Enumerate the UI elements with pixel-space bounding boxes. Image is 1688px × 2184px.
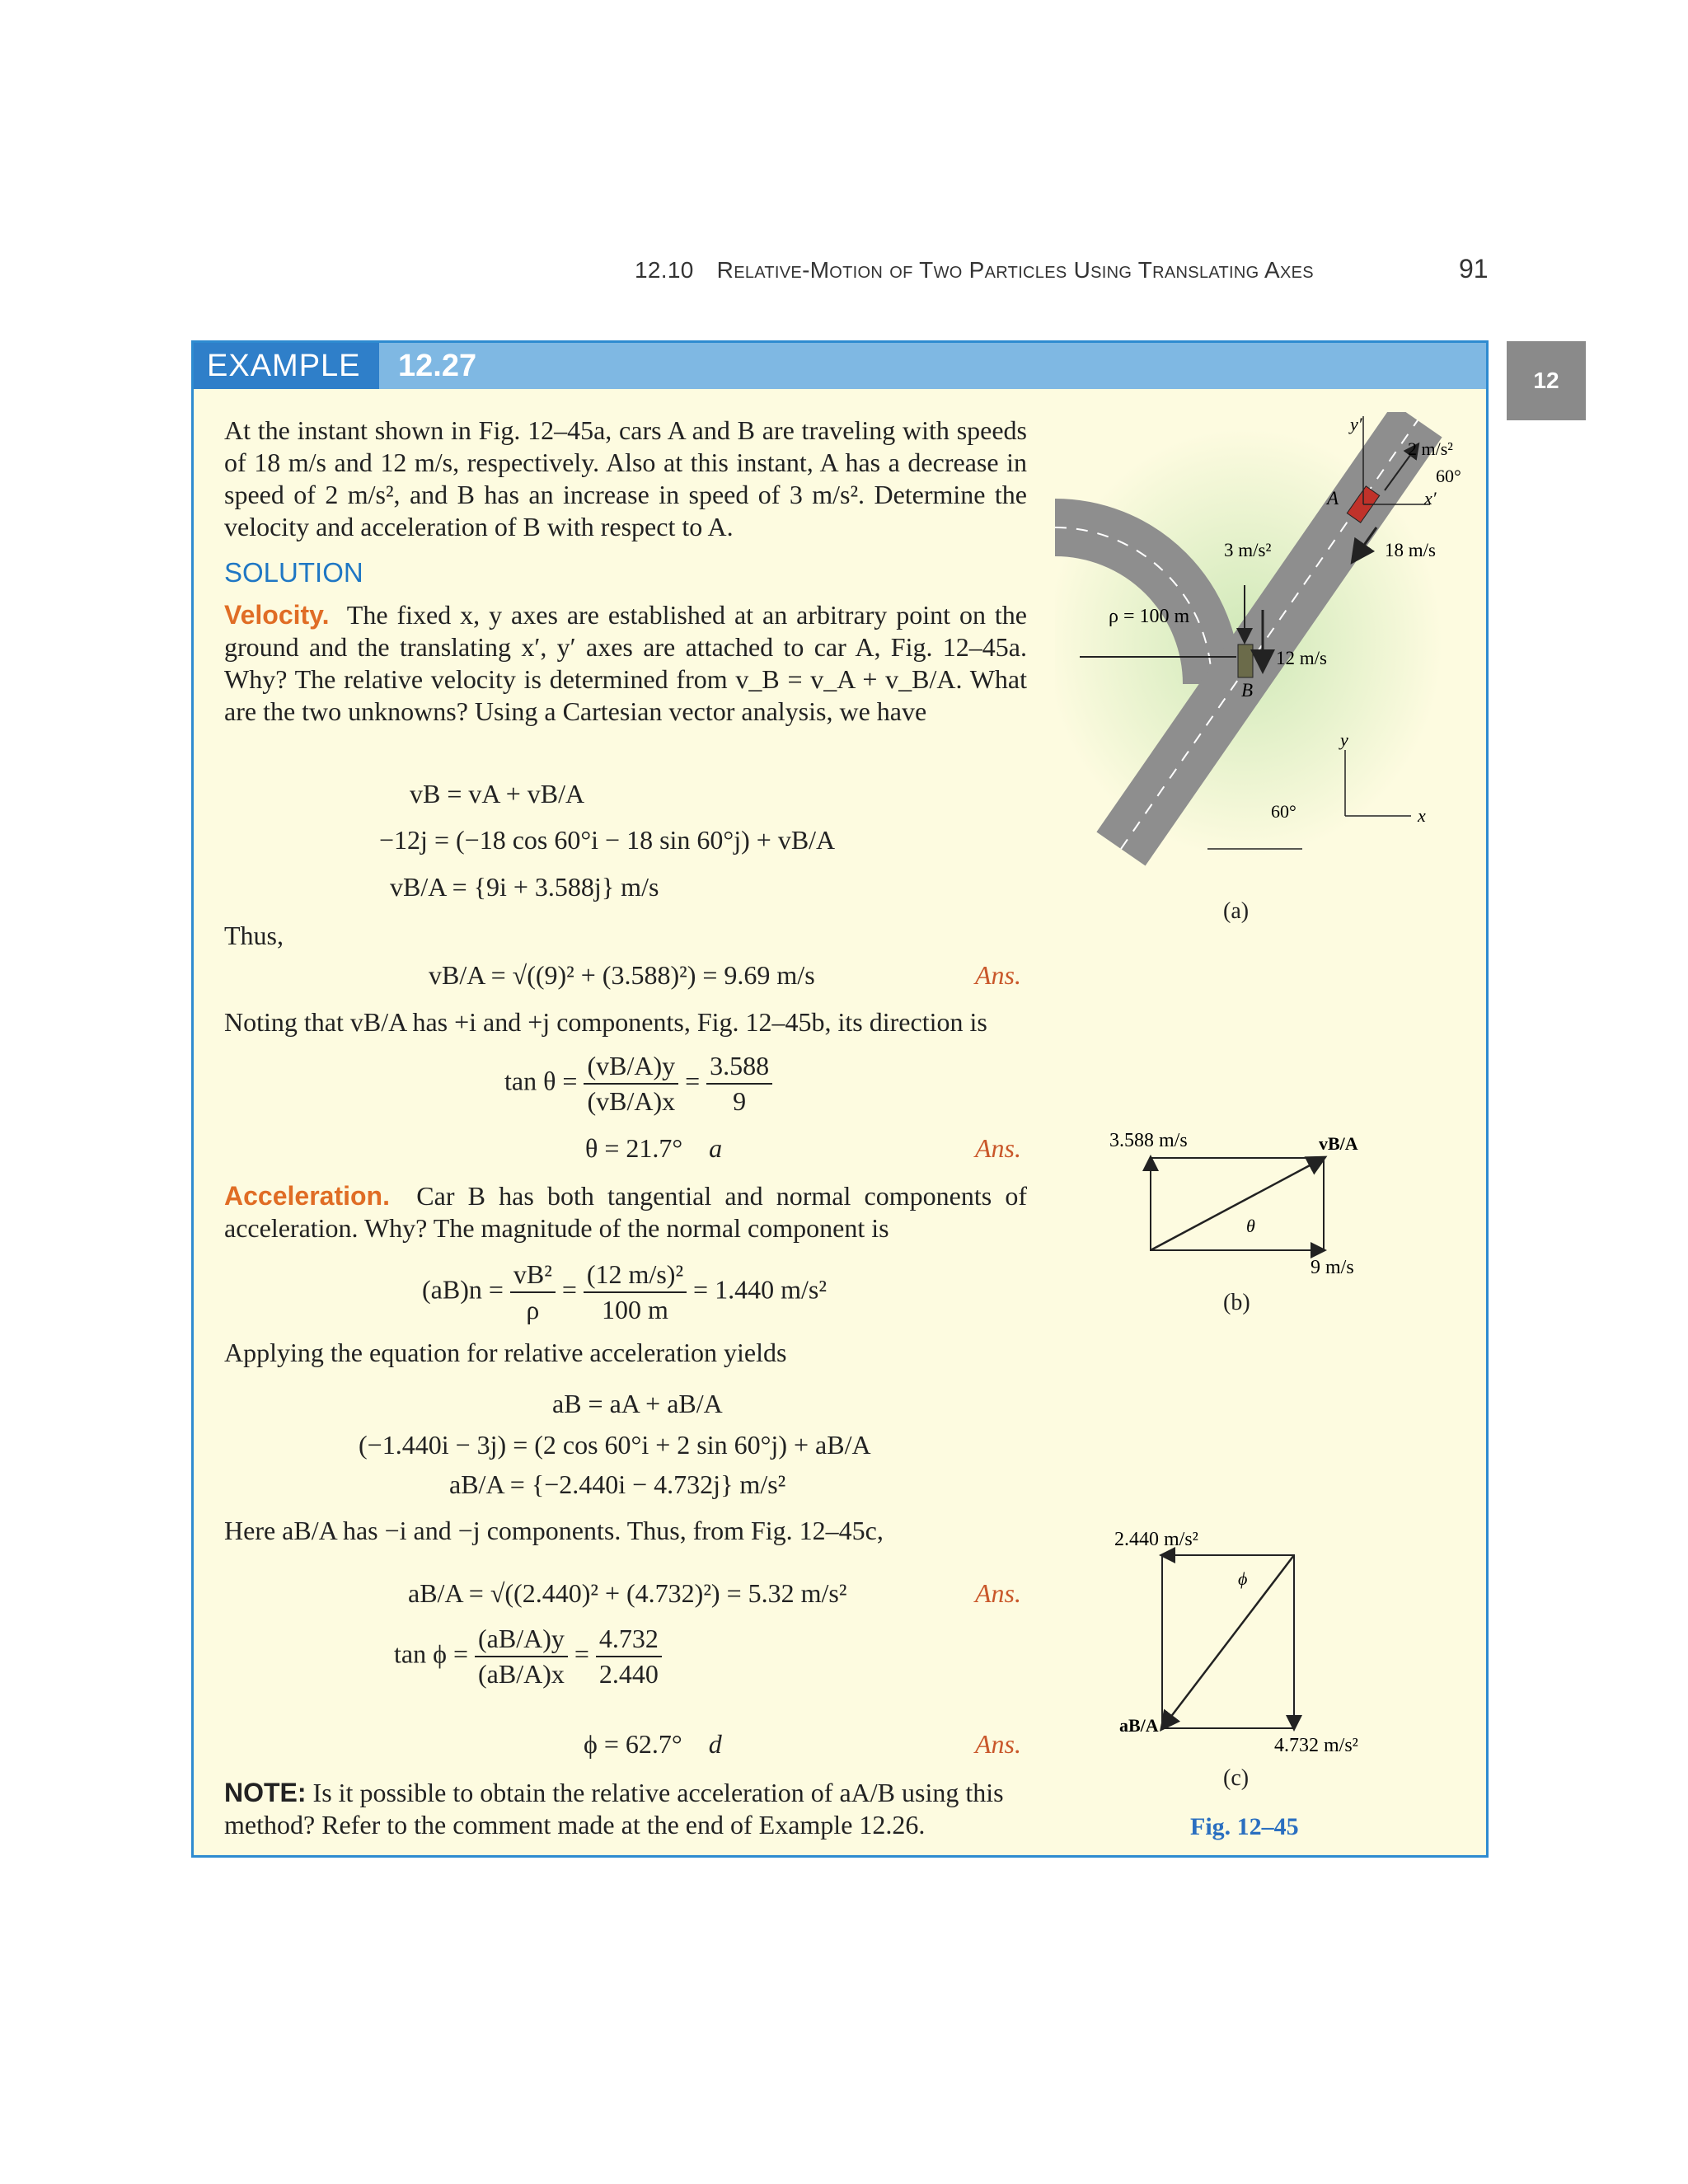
- velB-label: 12 m/s: [1276, 648, 1327, 668]
- frac-den: 9: [733, 1086, 747, 1116]
- noting-text: Noting that vB/A has +i and +j components, Fig. 12–45b, its direction is: [224, 1007, 987, 1037]
- tan-phi-lhs: tan ϕ =: [394, 1638, 468, 1669]
- fig-c-label: (c): [1223, 1765, 1250, 1791]
- xprime-label: x′: [1424, 488, 1437, 509]
- figure-caption: Fig. 12–45: [1190, 1813, 1299, 1840]
- note-paragraph: [224, 1777, 1040, 1841]
- accB-label: 3 m/s²: [1224, 540, 1272, 560]
- example-header: [194, 343, 1486, 389]
- figure-a: [1055, 412, 1492, 874]
- frac-num: (aB/A)y: [475, 1624, 568, 1657]
- answer-mark: Ans.: [975, 1133, 1021, 1163]
- fig-b-label: (b): [1223, 1290, 1250, 1315]
- chapter-tab: 12: [1507, 341, 1586, 420]
- an-frac2: [584, 1259, 687, 1325]
- velocity-eq1: vB = vA + vB/A: [410, 779, 585, 808]
- section-number: 12.10: [635, 257, 694, 283]
- accA-angle: 60°: [1436, 466, 1461, 486]
- frac-num: 3.588: [706, 1051, 772, 1085]
- page-number: 91: [1459, 254, 1489, 284]
- velocity-text: The fixed x, y axes are established at an arbitrary point on the ground and the translating x′, y′ axes are attached to car A, Fig. 12–45a. Why? The relative velocity is determined from v_B = v_A + v_B/A. What are the two unknowns? Using a Cartesian vector analysis, we have: [224, 600, 1028, 726]
- car-b: [1238, 644, 1253, 677]
- arel-label: aB/A: [1119, 1715, 1159, 1736]
- answer-mark: Ans.: [975, 960, 1021, 990]
- theta-result: [585, 1133, 722, 1164]
- here-text: Here aB/A has −i and −j components. Thus, from Fig. 12–45c,: [224, 1516, 884, 1545]
- answer-mark: Ans.: [975, 1578, 1021, 1608]
- normal-accel-eq: (aB)n = $\frac{\text{vB²}}{\rho}$ = $\frac{\text{(12 m/s)²}}{100 m}$ = 1.440 m/s²: [422, 1259, 827, 1324]
- velocity-magnitude-eq: vB/A = √((9)² + (3.588)²) = 9.69 m/s: [429, 960, 815, 990]
- vrel-label: vB/A: [1319, 1133, 1358, 1154]
- accA-label: 2 m/s²: [1408, 438, 1453, 459]
- figure-b: [1104, 1125, 1418, 1282]
- road-angle-label: 60°: [1271, 801, 1296, 822]
- velocity-runin: Velocity.: [224, 600, 330, 630]
- applying-text: Applying the equation for relative acceleration yields: [224, 1338, 787, 1367]
- acceleration-paragraph: [224, 1180, 1027, 1244]
- tan-phi-frac2: [596, 1624, 662, 1690]
- section-title: Relative-Motion of Two Particles Using Translating Axes: [716, 257, 1314, 283]
- tan-theta-frac1: [584, 1051, 678, 1117]
- theta-value: θ = 21.7°: [585, 1133, 683, 1163]
- frac-num: (12 m/s)²: [584, 1259, 687, 1293]
- note-text: Is it possible to obtain the relative acceleration of aA/B using this method? Refer to the comment made at the end of Example 12.26.: [224, 1778, 1004, 1840]
- vy-label: 3.588 m/s: [1109, 1130, 1188, 1151]
- x-label: x: [1418, 805, 1426, 826]
- velocity-eq2: −12j = (−18 cos 60°i − 18 sin 60°j) + vB/A: [379, 825, 836, 855]
- accel-magnitude-eq: aB/A = √((2.440)² + (4.732)²) = 5.32 m/s²: [408, 1578, 847, 1608]
- solution-heading: SOLUTION: [224, 557, 363, 588]
- phi-label: ϕ: [1238, 1568, 1248, 1589]
- answer-mark: Ans.: [975, 1729, 1021, 1759]
- acceleration-text: Car B has both tangential and normal components of acceleration. Why? The magnitude of the normal component is: [224, 1181, 1028, 1243]
- ay-label: 4.732 m/s²: [1274, 1735, 1358, 1756]
- vx-label: 9 m/s: [1311, 1257, 1354, 1278]
- tan-theta-eq: tan θ = $\frac{(vB/A)y}{(vB/A)x}$ = $\frac{3.588}{9}$: [504, 1051, 772, 1117]
- phi-result: [584, 1729, 722, 1760]
- theta-label: θ: [1246, 1216, 1255, 1236]
- an-frac1: [510, 1259, 556, 1325]
- example-label: EXAMPLE: [194, 343, 379, 389]
- note-label: NOTE:: [224, 1778, 307, 1807]
- acceleration-runin: Acceleration.: [224, 1181, 390, 1211]
- frac-num: vB²: [510, 1259, 556, 1293]
- yprime-label: y′: [1350, 414, 1362, 434]
- frac-den: 2.440: [598, 1659, 659, 1689]
- problem-statement: [224, 415, 1027, 543]
- accel-eq1: aB = aA + aB/A: [552, 1389, 723, 1418]
- accel-eq2: (−1.440i − 3j) = (2 cos 60°i + 2 sin 60°j) + aB/A: [359, 1430, 871, 1460]
- frac-den: (vB/A)x: [587, 1086, 676, 1116]
- thus-text: Thus,: [224, 921, 284, 950]
- frac-den: ρ: [526, 1295, 540, 1324]
- phi-direction: d: [708, 1729, 722, 1759]
- frac-num: 4.732: [596, 1624, 662, 1657]
- ax-label: 2.440 m/s²: [1114, 1529, 1198, 1550]
- carA-label: A: [1327, 488, 1339, 509]
- tan-phi-frac1: [475, 1624, 568, 1690]
- y-label: y: [1340, 729, 1348, 750]
- example-number: 12.27: [398, 348, 477, 383]
- velocity-paragraph: [224, 599, 1027, 728]
- velA-label: 18 m/s: [1385, 540, 1436, 560]
- frac-den: 100 m: [602, 1295, 668, 1324]
- rho-label: ρ = 100 m: [1109, 606, 1190, 627]
- problem-text: At the instant shown in Fig. 12–45a, cars A and B are traveling with speeds of 18 m/s and 12 m/s, respectively. Also at this instant, A has a decrease in speed of 2 m/s², and B has an increase in speed of 3 m/s². Determine the velocity and acceleration of B with respect to A.: [224, 415, 1027, 541]
- theta-direction: a: [709, 1133, 723, 1163]
- running-head: [635, 257, 1314, 284]
- velocity-eq3: vB/A = {9i + 3.588j} m/s: [390, 872, 659, 902]
- frac-num: (vB/A)y: [584, 1051, 678, 1085]
- tan-theta-lhs: tan θ =: [504, 1066, 578, 1096]
- an-rhs: = 1.440 m/s²: [693, 1274, 827, 1305]
- an-lhs: (aB)n =: [422, 1274, 504, 1305]
- vrel-arrow: [1151, 1158, 1324, 1250]
- accel-eq3: aB/A = {−2.440i − 4.732j} m/s²: [449, 1469, 786, 1499]
- figure-c: [1104, 1521, 1401, 1768]
- arel-arrow: [1162, 1555, 1294, 1728]
- frac-den: (aB/A)x: [477, 1659, 565, 1689]
- tan-phi-eq: tan ϕ = $\frac{(aB/A)y}{(aB/A)x}$ = $\frac{4.732}{2.440}$: [394, 1624, 662, 1690]
- phi-value: ϕ = 62.7°: [584, 1729, 682, 1759]
- carB-label: B: [1241, 680, 1254, 701]
- tan-theta-frac2: [706, 1051, 772, 1117]
- fig-a-label: (a): [1223, 898, 1250, 924]
